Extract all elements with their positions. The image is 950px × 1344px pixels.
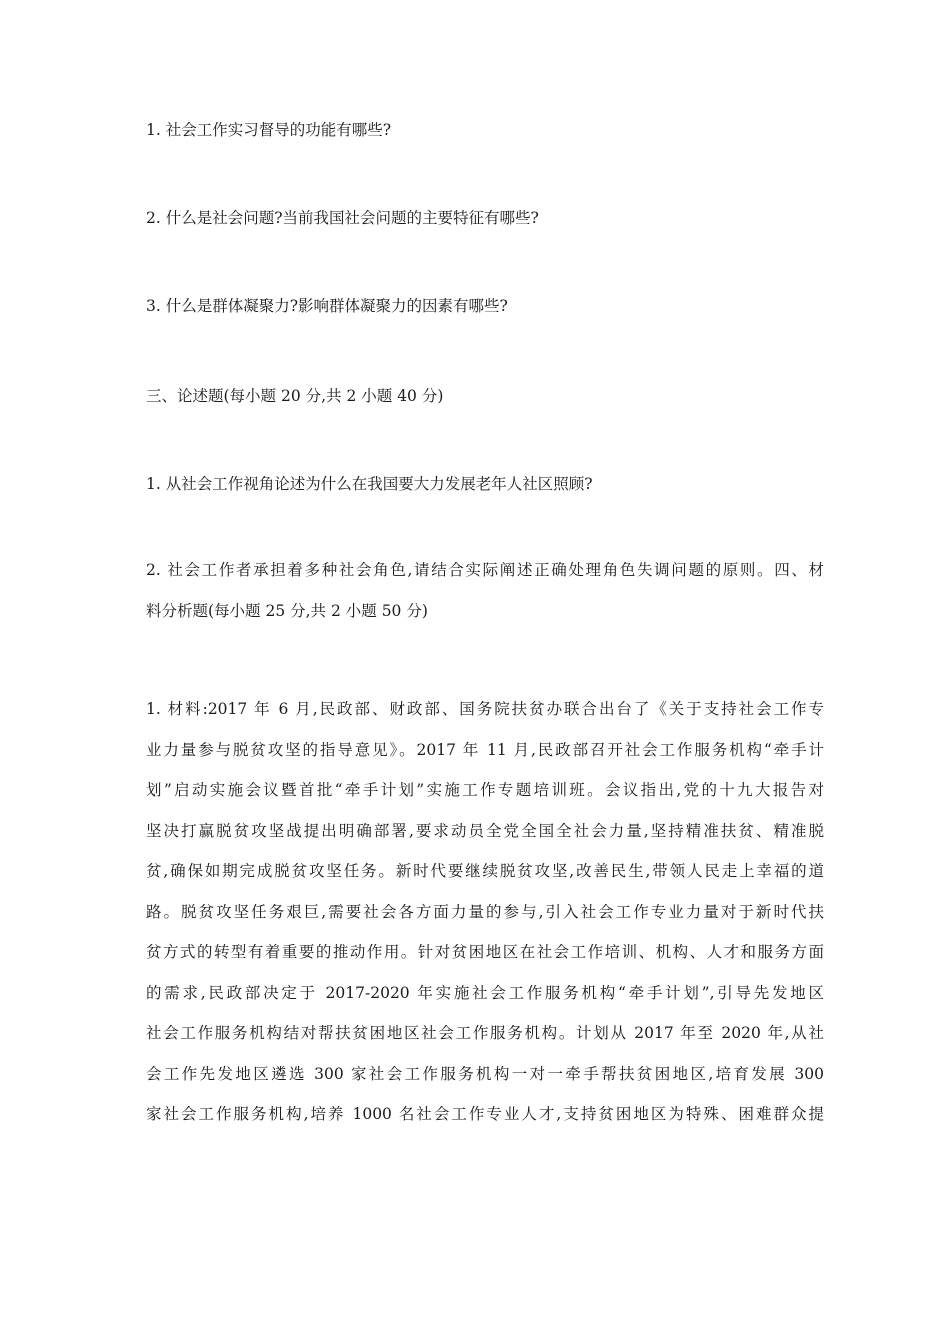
essay-question-2-line: 2. 社会工作者承担着多种社会角色,请结合实际阐述正确处理角色失调问题的原则。四、材 [146,561,824,579]
short-question-2: 2. 什么是社会问题?当前我国社会问题的主要特征有哪些? [146,209,539,227]
material-line: 社会工作服务机构结对帮扶贫困地区社会工作服务机构。计划从 2017 年至 2020 年,从社 [146,1024,824,1042]
short-question-3: 3. 什么是群体凝聚力?影响群体凝聚力的因素有哪些? [146,297,508,315]
material-line: 坚决打赢脱贫攻坚战提出明确部署,要求动员全党全国全社会力量,坚持精准扶贫、精准脱 [146,821,824,840]
material-line: 贫方式的转型有着重要的推动作用。针对贫困地区在社会工作培训、机构、人才和服务方面 [146,943,824,961]
short-question-1: 1. 社会工作实习督导的功能有哪些? [146,121,392,139]
section-three-heading: 三、论述题(每小题 20 分,共 2 小题 40 分) [146,387,444,405]
material-line: 路。脱贫攻坚任务艰巨,需要社会各方面力量的参与,引入社会工作专业力量对于新时代扶 [146,902,824,921]
essay-question-2 [146,550,824,631]
section-four-heading-line: 料分析题(每小题 25 分,共 2 小题 50 分) [146,601,428,620]
material-paragraph [146,689,824,1135]
material-line: 家社会工作服务机构,培养 1000 名社会工作专业人才,支持贫困地区为特殊、困难群众提 [146,1105,824,1123]
material-line: 的需求,民政部决定于 2017-2020 年实施社会工作服务机构“牵手计划”,引导先发地区 [146,983,824,1002]
material-line: 业力量参与脱贫攻坚的指导意见》。2017 年 11 月,民政部召开社会工作服务机构“牵手计 [146,740,824,759]
essay-question-1: 1. 从社会工作视角论述为什么在我国要大力发展老年人社区照顾? [146,475,593,493]
material-line: 会工作先发地区遴选 300 家社会工作服务机构一对一牵手帮扶贫困地区,培育发展 300 [146,1064,824,1083]
material-line: 划”启动实施会议暨首批“牵手计划”实施工作专题培训班。会议指出,党的十九大报告对 [146,781,824,799]
material-line: 1. 材料:2017 年 6 月,民政部、财政部、国务院扶贫办联合出台了《关于支持社会工作专 [146,700,824,718]
material-line: 贫,确保如期完成脱贫攻坚任务。新时代要继续脱贫攻坚,改善民生,带领人民走上幸福的道 [146,862,824,880]
